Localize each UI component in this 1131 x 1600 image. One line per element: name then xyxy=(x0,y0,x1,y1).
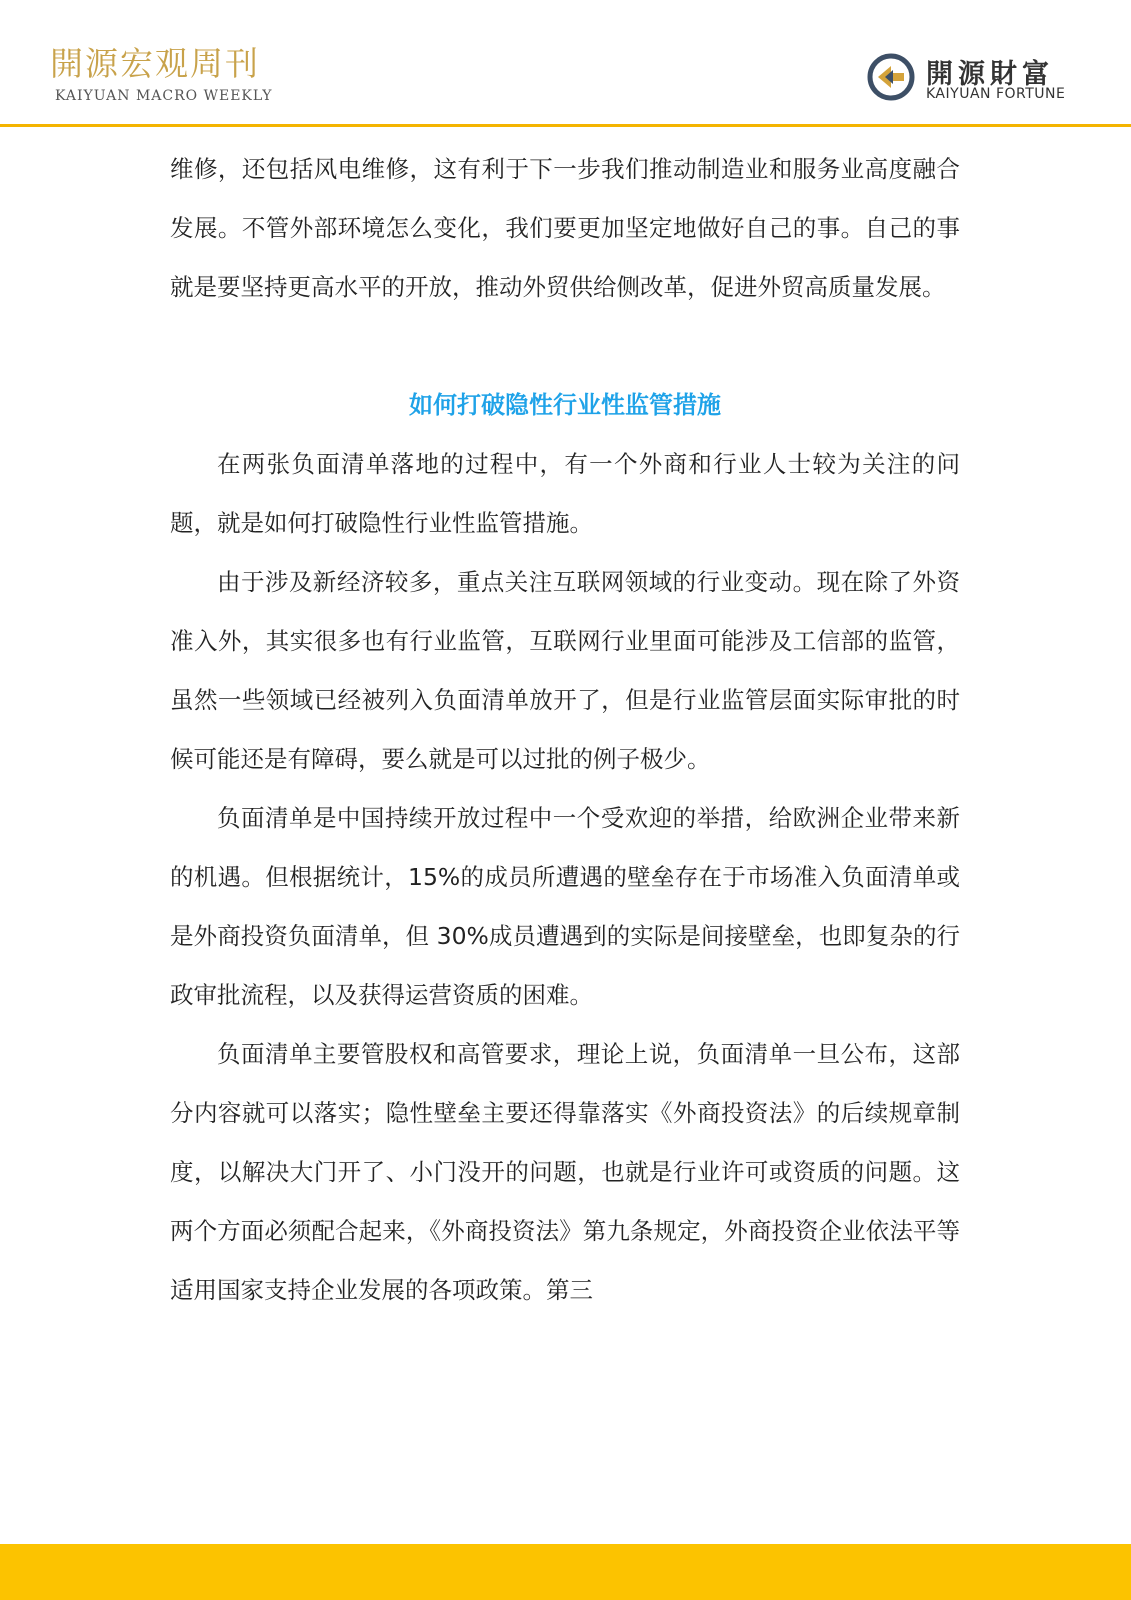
article-body xyxy=(170,140,960,1320)
body-paragraph-2: 由于涉及新经济较多，重点关注互联网领域的行业变动。现在除了外资准入外，其实很多也有行业监管，互联网行业里面可能涉及工信部的监管，虽然一些领域已经被列入负面清单放开了，但是行业监管层面实际审批的时候可能还是有障碍，要么就是可以过批的例子极少。 xyxy=(170,568,960,773)
section-spacer xyxy=(170,317,960,376)
publication-subtitle: KAIYUAN MACRO WEEKLY xyxy=(55,88,273,104)
body-paragraph-4: 负面清单主要管股权和高管要求，理论上说，负面清单一旦公布，这部分内容就可以落实；隐性壁垒主要还得靠落实《外商投资法》的后续规章制度，以解决大门开了、小门没开的问题，也就是行业许可或资质的问题。这两个方面必须配合起来，《外商投资法》第九条规定，外商投资企业依法平等适用国家支持企业发展的各项政策。第三 xyxy=(170,1040,960,1304)
page-footer-bar xyxy=(0,1544,1131,1600)
body-paragraph-1: 在两张负面清单落地的过程中，有一个外商和行业人士较为关注的问题，就是如何打破隐性行业性监管措施。 xyxy=(170,450,960,537)
publication-title: 開源宏观周刊 xyxy=(50,44,260,83)
logo-english-text: KAIYUAN FORTUNE xyxy=(926,86,1066,102)
body-paragraph-3: 负面清单是中国持续开放过程中一个受欢迎的举措，给欧洲企业带来新的机遇。但根据统计，15%的成员所遭遇的壁垒存在于市场准入负面清单或是外商投资负面清单，但 30%成员遭遇到的实际是间接壁垒，也即复杂的行政审批流程，以及获得运营资质的困难。 xyxy=(170,804,960,1009)
section-heading: 如何打破隐性行业性监管措施 xyxy=(409,391,721,419)
page-header xyxy=(0,0,1131,128)
kaiyuan-logo-icon xyxy=(866,52,916,102)
kaiyuan-fortune-logo xyxy=(866,52,1086,106)
logo-chinese-text: 開源財富 xyxy=(926,59,1054,90)
header-divider xyxy=(0,124,1131,127)
intro-paragraph: 维修，还包括风电维修，这有利于下一步我们推动制造业和服务业高度融合发展。不管外部环境怎么变化，我们要更加坚定地做好自己的事。自己的事就是要坚持更高水平的开放，推动外贸供给侧改革，促进外贸高质量发展。 xyxy=(170,155,960,301)
